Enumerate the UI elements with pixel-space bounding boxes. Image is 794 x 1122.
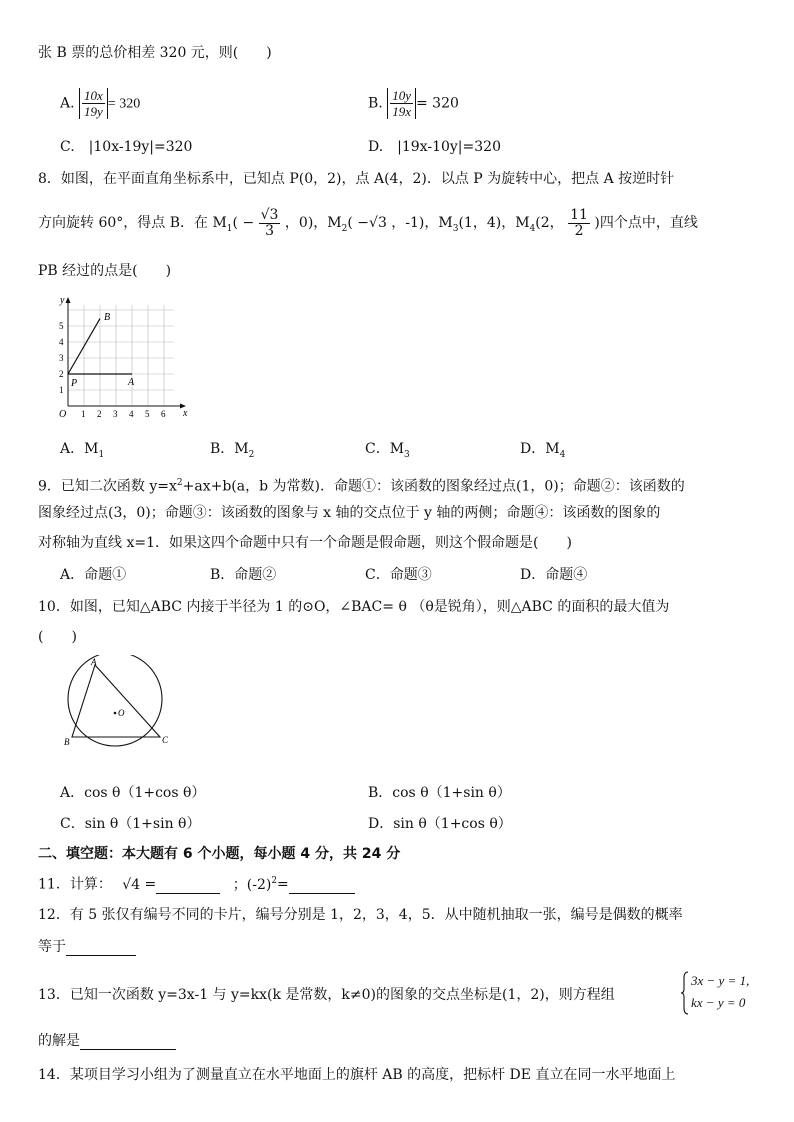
q8-point-a-label: A	[128, 377, 135, 388]
q7-b-equals: = 320	[415, 95, 459, 112]
q12-stem-line1: 12．有 5 张仅有编号不同的卡片，编号分别是 1，2，3，4，5．从中随机抽取一张，编号是偶数的概率	[38, 907, 683, 923]
q8-option-a-text: A．M	[60, 441, 99, 457]
q8-l2-text-b: ( −	[232, 215, 255, 231]
q9-option-a: A．命题①	[60, 567, 127, 583]
q9-stem-line2: 图象经过点(3，0)；命题③：该函数的图象与 x 轴的交点位于 y 轴的两侧；命题④：该函数的图象的	[38, 505, 661, 521]
q11-sup: 2	[271, 876, 278, 886]
q8-option-a	[60, 440, 104, 464]
q8-y-label: y	[60, 295, 65, 306]
q8-point-p-label: P	[71, 378, 78, 389]
q8-option-d	[520, 440, 565, 464]
q11-text-b: =	[140, 876, 157, 893]
q8-x-tick: 1	[81, 409, 86, 419]
q8-option-b-sub: 2	[248, 449, 255, 460]
q13-line2-text: 的解是	[38, 1033, 80, 1049]
q11-text-c: ；(-2)	[232, 876, 272, 893]
q8-option-d-text: D．M	[520, 441, 560, 457]
q8-l2-text-f: (2，	[535, 215, 564, 231]
q7-option-d: D. |19x-10y|=320	[368, 139, 501, 155]
q10-triangle-abc	[72, 665, 160, 737]
q8-m1-num: √3	[260, 206, 279, 223]
q9-sup: 2	[176, 478, 183, 488]
q8-stem-line1: 8．如图，在平面直角坐标系中，已知点 P(0，2)，点 A(4，2)．以点 P 为旋转中心，把点 A 按逆时针	[38, 171, 675, 187]
q13-equation-system	[680, 970, 760, 1016]
q10-circle-o	[68, 655, 162, 746]
q8-option-b	[210, 440, 254, 464]
q8-x-tick: 3	[113, 409, 118, 419]
q10-point-b-label: B	[64, 737, 70, 747]
q7-b-numerator: 10y	[392, 88, 411, 103]
q8-option-d-sub: 4	[559, 449, 566, 460]
q7-b-denominator: 19x	[392, 104, 411, 119]
q8-y-tick: 4	[59, 337, 64, 347]
q10-option-a: A．cos θ（1+cos θ）	[60, 785, 206, 801]
q8-x-tick: 4	[129, 409, 134, 419]
q13-stem-line2	[38, 1032, 176, 1050]
q9-option-c: C．命题③	[365, 567, 432, 583]
q7-a-equals: = 320	[107, 96, 141, 112]
q7-option-b-abs	[387, 88, 416, 119]
q7-option-a-label: A.	[60, 95, 75, 112]
q10-option-c: C．sin θ（1+sin θ）	[60, 816, 201, 832]
q11-text-d: =	[277, 876, 289, 893]
q10-circle-figure	[58, 655, 183, 750]
q8-grid	[68, 305, 174, 406]
q8-m1-den: 3	[265, 222, 275, 239]
q8-option-c-text: C．M	[365, 441, 405, 457]
section-2-heading: 二、填空题：本大题有 6 个小题，每小题 4 分，共 24 分	[38, 846, 401, 862]
q7-a-numerator: 10x	[84, 88, 103, 103]
q10-stem-line1: 10．如图，已知△ABC 内接于半径为 1 的⊙O，∠BAC= θ （θ是锐角），则△ABC 的面积的最大值为	[38, 599, 670, 615]
q8-option-c-sub: 3	[404, 449, 410, 460]
q11-text-a: 11．计算：	[38, 876, 112, 893]
q8-l2-text-c: ，0)，M	[284, 215, 342, 231]
q8-m1-sub: 1	[226, 223, 233, 234]
q12-line2-text: 等于	[38, 939, 66, 955]
q8-l2-text-e: (1，4)，M	[458, 215, 530, 231]
q11-blank-1[interactable]	[156, 879, 220, 894]
q8-coordinate-figure	[56, 293, 196, 423]
q7-option-c: C. |10x-19y|=320	[60, 139, 193, 155]
q7-stem-continuation: 张 B 票的总价相差 320 元，则( )	[38, 45, 272, 61]
q8-point-b-label: B	[104, 312, 111, 323]
q7-option-b	[368, 88, 459, 118]
q9-line1-a: 9．已知二次函数 y=x	[38, 478, 177, 495]
q8-y-tick: 3	[59, 353, 64, 363]
q13-stem-line1: 13．已知一次函数 y=3x-1 与 y=kx(k 是常数，k≠0)的图象的交点坐标是(1，2)，则方程组	[38, 987, 615, 1003]
q10-option-b: B．cos θ（1+sin θ）	[368, 785, 511, 801]
q9-stem-line1	[38, 474, 685, 496]
q8-m4-den: 2	[574, 222, 584, 239]
q9-stem-line3: 对称轴为直线 x=1．如果这四个命题中只有一个命题是假命题，则这个假命题是( )	[38, 535, 572, 551]
q8-stem-line2	[38, 206, 698, 240]
q8-option-a-sub: 1	[98, 449, 105, 460]
q8-l2-text-d: ( −√3 ，-1)，M	[347, 215, 453, 231]
q11-blank-2[interactable]	[289, 879, 355, 894]
q8-y-ticks	[59, 321, 64, 395]
q8-x-label: x	[183, 408, 188, 419]
q8-x-tick: 5	[145, 409, 150, 419]
q8-y-tick: 2	[59, 369, 64, 379]
q9-option-b: B．命题②	[210, 567, 277, 583]
q14-stem-line1: 14．某项目学习小组为了测量直立在水平地面上的旗杆 AB 的高度，把标杆 DE 直立在同一水平地面上	[38, 1067, 676, 1083]
q13-eq1: 3x − y = 1,	[691, 973, 750, 988]
q13-eq2: kx − y = 0	[691, 995, 746, 1010]
q8-y-tick: 5	[59, 321, 64, 331]
q8-option-c	[365, 440, 410, 464]
q10-point-c-label: C	[162, 735, 169, 745]
q10-center-dot	[114, 712, 117, 715]
q8-m2-sub: 2	[341, 223, 348, 234]
q13-blank[interactable]	[80, 1035, 176, 1050]
q8-l2-text-g: )四个点中，直线	[594, 215, 698, 231]
q8-m4-sub: 4	[529, 223, 536, 234]
q11-sqrt: √4	[122, 876, 141, 893]
q7-option-b-label: B.	[368, 95, 383, 112]
q10-point-o-label: O	[118, 708, 125, 718]
q8-m3-sub: 3	[452, 223, 459, 234]
q7-option-a	[60, 88, 140, 118]
q11-stem	[38, 872, 355, 894]
q8-x-tick: 6	[161, 409, 166, 419]
q10-stem-line2: ( )	[38, 629, 77, 645]
q8-x-ticks	[81, 409, 166, 419]
q10-option-d: D．sin θ（1+cos θ）	[368, 816, 512, 832]
q7-a-denominator: 19y	[84, 104, 103, 119]
q8-y-arrow	[66, 297, 71, 303]
q10-point-a-label: A	[91, 657, 97, 667]
q8-x-tick: 2	[97, 409, 102, 419]
q12-blank[interactable]	[66, 941, 136, 956]
q8-origin-label: O	[59, 409, 67, 420]
q8-y-tick: 1	[59, 385, 64, 395]
q8-m4-fraction	[568, 208, 590, 239]
q12-stem-line2	[38, 938, 136, 956]
q7-option-a-abs	[79, 88, 108, 119]
q8-m4-num: 11	[570, 206, 588, 223]
q8-option-b-text: B．M	[210, 441, 249, 457]
q8-l2-text-a: 方向旋转 60°，得点 B．在 M	[38, 215, 227, 231]
q9-option-d: D．命题④	[520, 567, 588, 583]
q9-line1-b: +ax+b(a，b 为常数)．命题①：该函数的图象经过点(1，0)；命题②：该函数的	[182, 478, 685, 495]
q8-m1-fraction	[259, 208, 281, 239]
q8-stem-line3: PB 经过的点是( )	[38, 263, 172, 279]
q13-brace	[680, 970, 690, 1016]
